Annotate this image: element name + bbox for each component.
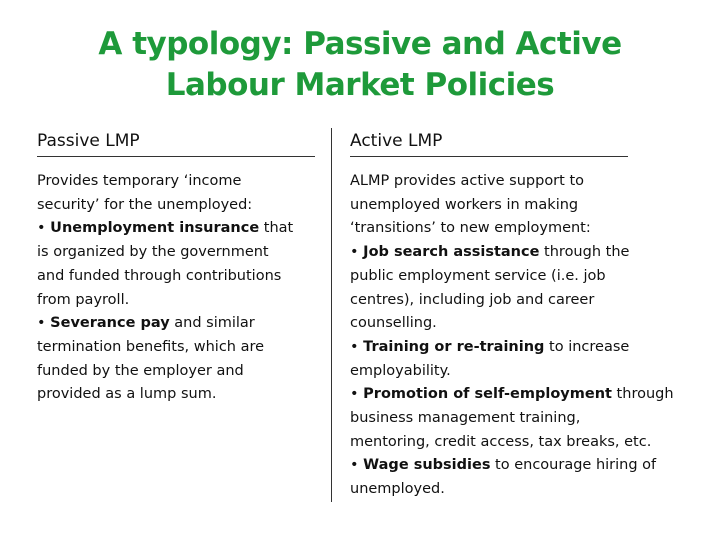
bullet-mark: • [350, 338, 364, 355]
bullet-text: through [611, 386, 674, 403]
passive-lmp-heading: Passive LMP [37, 127, 315, 157]
active-bullet-1-line-1 [350, 241, 628, 265]
bullet-term-self-employment: Promotion of self-employment [363, 386, 612, 403]
passive-bullet-1-line-3: and funded through contributions [37, 267, 282, 284]
active-intro-line-1: ALMP provides active support to [350, 173, 584, 189]
passive-lmp-column [37, 127, 315, 407]
bullet-mark: • [37, 315, 51, 332]
active-bullet-4-line-2: unemployed. [350, 481, 445, 498]
bullet-mark: • [350, 457, 364, 474]
bullet-text: and similar [169, 315, 255, 332]
bullet-term-training: Training or re-training [363, 338, 545, 355]
bullet-text: to encourage hiring of [490, 457, 657, 474]
passive-bullet-2-line-1 [37, 312, 315, 336]
title-line-2: Labour Market Policies [165, 67, 555, 103]
bullet-mark: • [350, 386, 364, 403]
active-bullet-3-line-2: business management training, [350, 410, 581, 427]
passive-bullet-2-line-4: provided as a lump sum. [37, 386, 217, 403]
active-lmp-heading: Active LMP [350, 127, 628, 157]
bullet-mark: • [37, 220, 51, 237]
bullet-text: to increase [544, 338, 630, 355]
active-bullet-1-line-2: public employment service (i.e. job [350, 267, 606, 284]
active-intro-line-2: unemployed workers in making [350, 196, 579, 213]
active-bullet-3-line-3: mentoring, credit access, tax breaks, etc. [350, 433, 652, 450]
passive-lmp-body [37, 170, 315, 407]
bullet-term-wage-subsidies: Wage subsidies [363, 457, 491, 474]
bullet-text: that [259, 220, 294, 237]
bullet-text: through the [539, 244, 630, 261]
active-bullet-1-line-4: counselling. [350, 315, 437, 332]
bullet-term-severance-pay: Severance pay [50, 315, 170, 332]
bullet-term-job-search-assistance: Job search assistance [363, 244, 540, 261]
column-divider [331, 128, 332, 502]
slide-title [0, 24, 720, 106]
active-lmp-column [350, 127, 674, 502]
passive-bullet-1-line-2: is organized by the government [37, 244, 269, 261]
active-bullet-3-line-1 [350, 383, 674, 407]
active-bullet-2-line-1 [350, 336, 628, 360]
passive-bullet-1-line-1 [37, 217, 315, 241]
bullet-term-unemployment-insurance: Unemployment insurance [50, 220, 260, 237]
title-line-1: A typology: Passive and Active [98, 26, 622, 62]
active-bullet-2-line-2: employability. [350, 362, 451, 379]
passive-intro-line-1: Provides temporary ‘income [37, 173, 242, 189]
active-intro-line-3: ‘transitions’ to new employment: [350, 220, 591, 237]
passive-intro-line-2: security’ for the unemployed: [37, 196, 253, 213]
passive-bullet-2-line-2: termination benefits, which are [37, 338, 265, 355]
passive-bullet-1-line-4: from payroll. [37, 291, 130, 308]
passive-bullet-2-line-3: funded by the employer and [37, 362, 244, 379]
active-bullet-4-line-1 [350, 454, 657, 478]
bullet-mark: • [350, 244, 364, 261]
active-lmp-body [350, 170, 674, 502]
active-bullet-1-line-3: centres), including job and career [350, 291, 595, 308]
